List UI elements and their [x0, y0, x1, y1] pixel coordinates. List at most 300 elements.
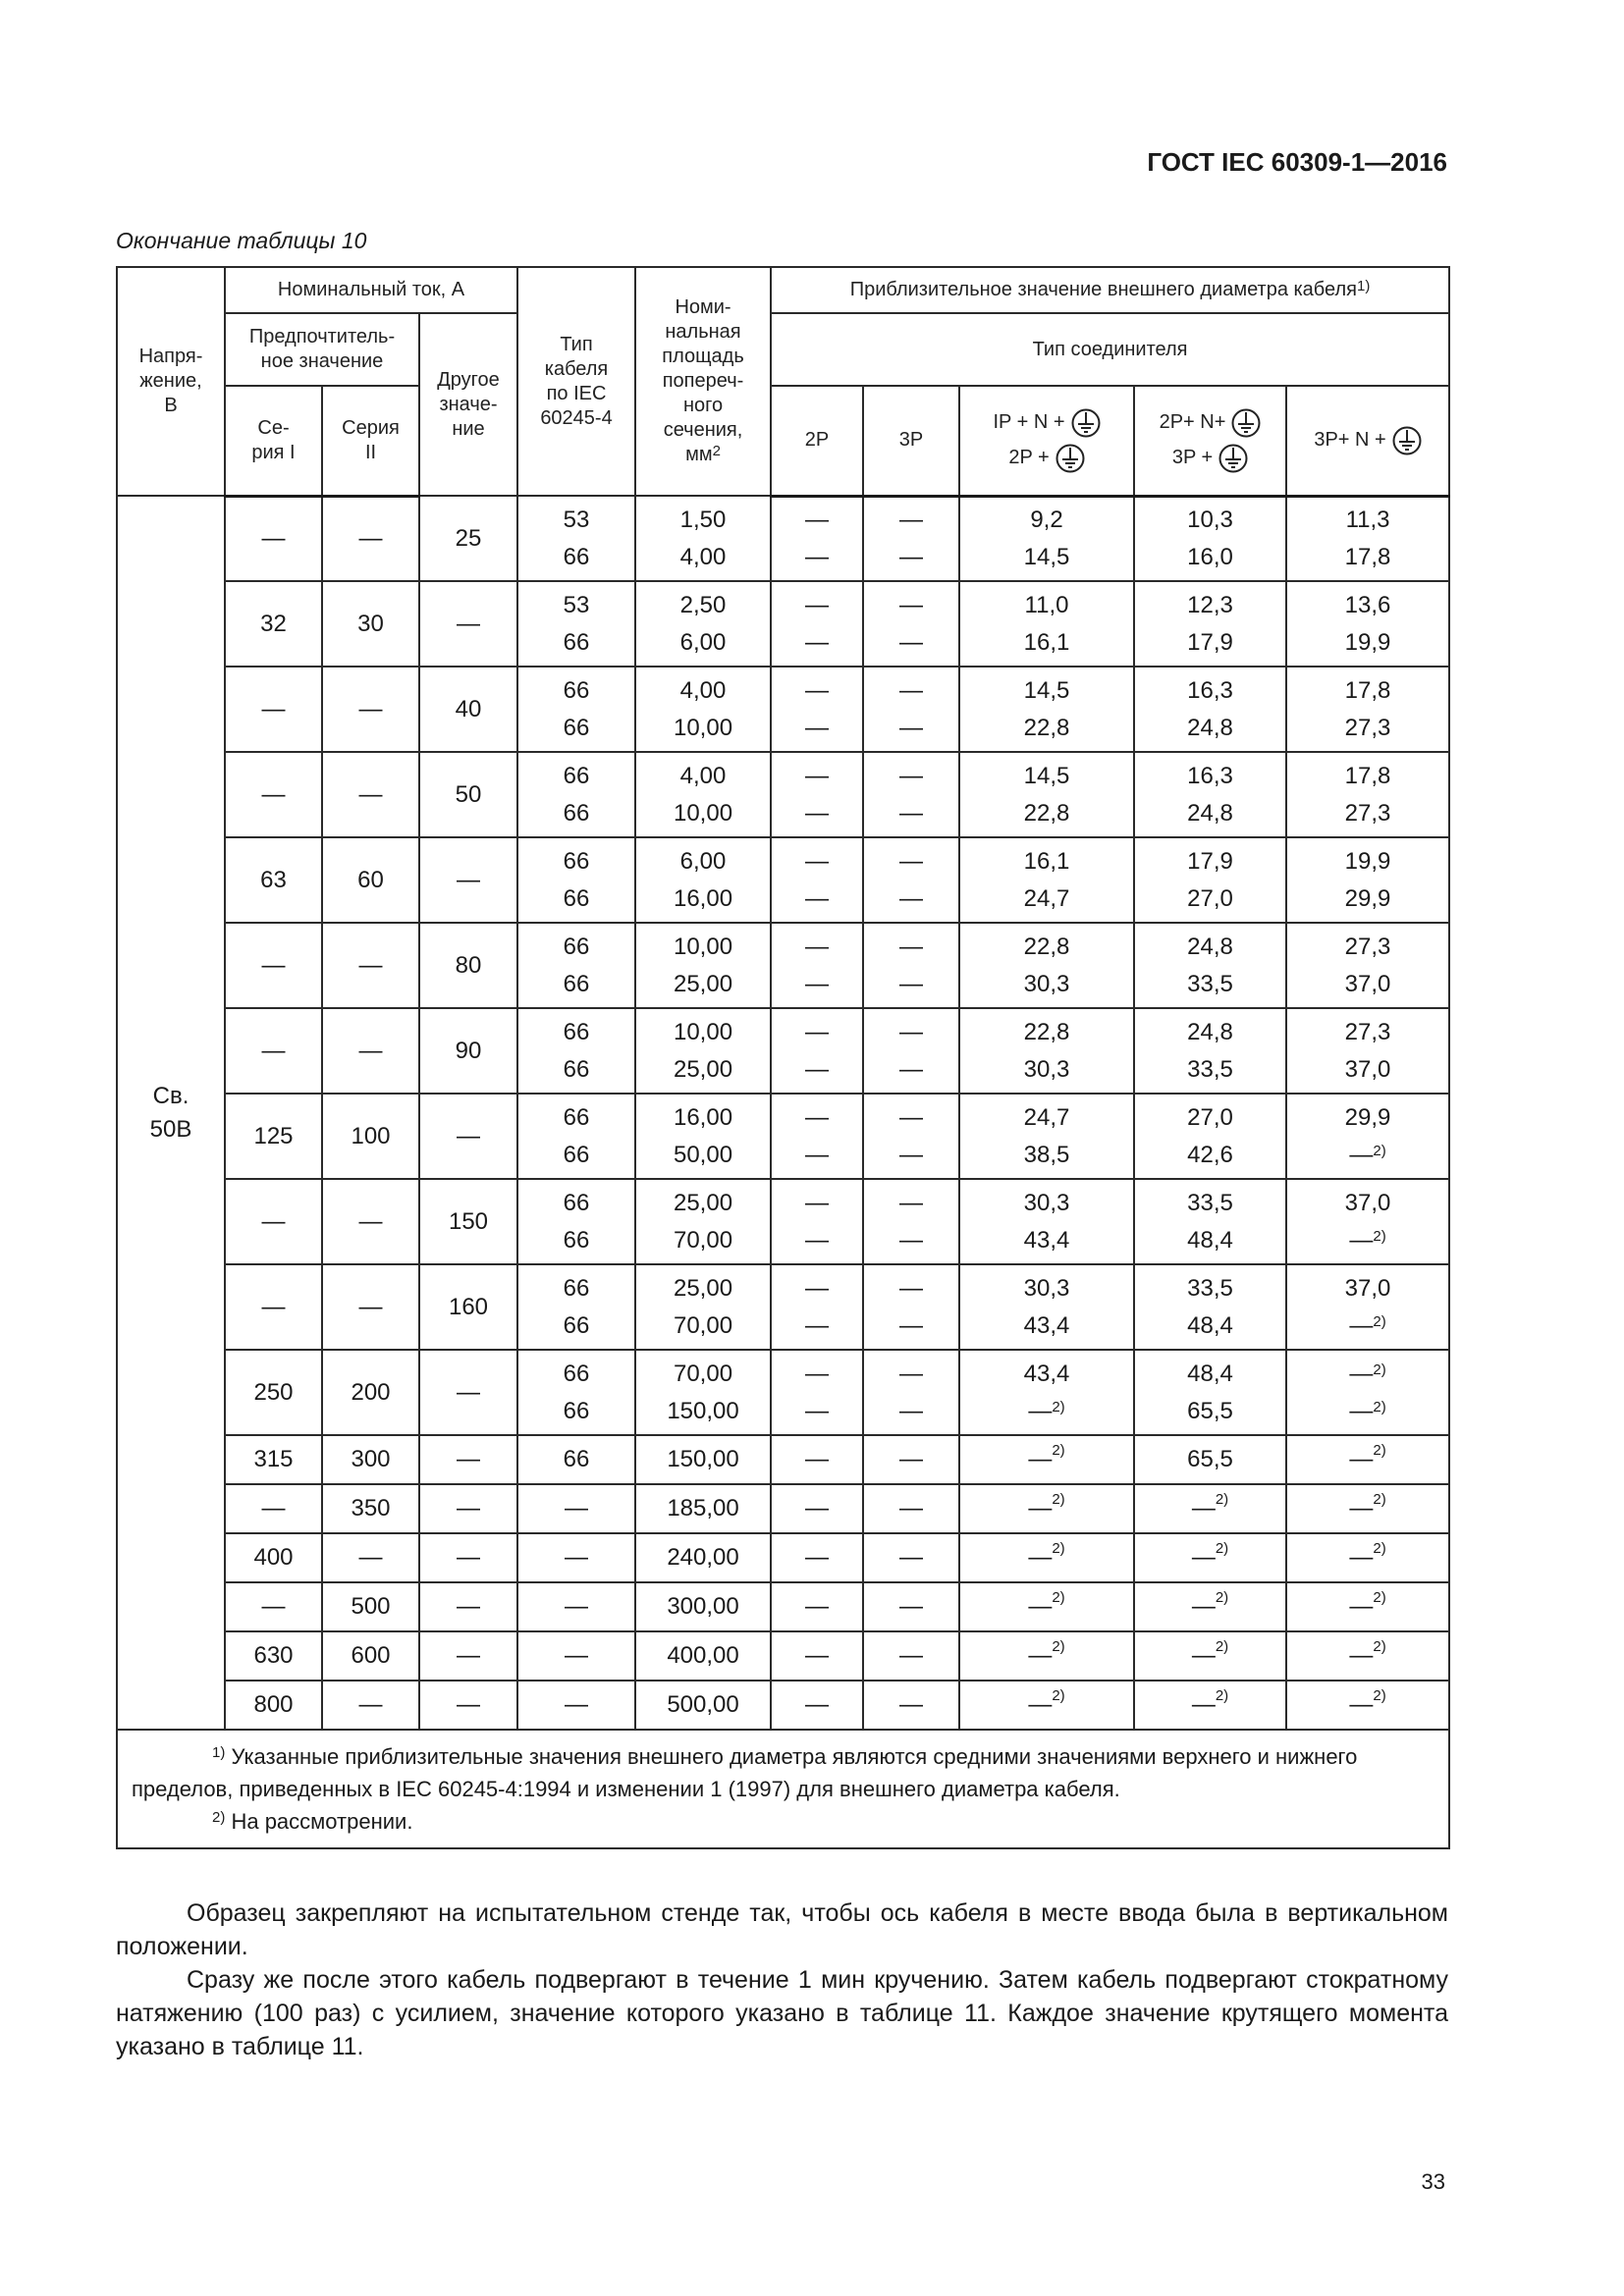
cell-value: 66	[563, 884, 590, 912]
cell-value: —	[899, 1141, 924, 1168]
cell-value: —$^{2)}$	[1349, 1311, 1386, 1339]
series-1-cell: —	[225, 752, 322, 837]
cell-value: 150,00	[667, 1397, 739, 1424]
cell-value: 27,3	[1344, 1018, 1391, 1045]
paragraph-1: Образец закрепляют на испытательном стенде так, чтобы ось кабеля в месте ввода была в вертикальном положении.	[116, 1899, 1448, 1960]
3p-cell	[863, 496, 959, 581]
series-2-cell: —	[322, 1008, 419, 1094]
voltage-cell: Св. 50В	[117, 496, 225, 1730]
diameter-c-cell	[1286, 837, 1449, 923]
cable-type-cell	[517, 1094, 635, 1179]
cell-value: 66	[563, 1397, 590, 1424]
cell-value: 10,00	[673, 1018, 733, 1045]
series-2-cell: —	[322, 752, 419, 837]
cell-value: 4,00	[679, 762, 727, 789]
cell-value: —	[899, 1226, 924, 1254]
cell-value: 27,3	[1344, 799, 1391, 827]
diameter-a-cell	[959, 667, 1134, 752]
diameter-a-cell	[959, 1094, 1134, 1179]
diameter-b-cell: —$^{2)}$	[1134, 1681, 1286, 1730]
series-2-cell: —	[322, 1533, 419, 1582]
3p-cell	[863, 667, 959, 752]
cell-value: —$^{2)}$	[1349, 1141, 1386, 1168]
cell-value: 70,00	[673, 1311, 733, 1339]
cell-value: 66	[563, 1360, 590, 1387]
cell-value: 37,0	[1344, 1055, 1391, 1083]
table-caption: Окончание таблицы 10	[116, 228, 367, 253]
header-series-1: Се- рия I	[225, 386, 322, 496]
cell-value: —	[899, 884, 924, 912]
diameter-c-cell	[1286, 1179, 1449, 1264]
diameter-b-cell	[1134, 1350, 1286, 1435]
2p-cell	[771, 1179, 863, 1264]
cell-value: 50,00	[673, 1141, 733, 1168]
other-cell: —	[419, 581, 517, 667]
3p-cell: —	[863, 1435, 959, 1484]
diameter-a-cell	[959, 496, 1134, 581]
2p-cell	[771, 752, 863, 837]
cell-value: —	[805, 1397, 830, 1424]
diameter-b-cell: —$^{2)}$	[1134, 1631, 1286, 1681]
cell-value: —$^{2)}$	[1349, 1360, 1386, 1387]
diameter-a-cell	[959, 752, 1134, 837]
cell-value: —	[805, 1311, 830, 1339]
cell-value: —	[899, 1018, 924, 1045]
3p-cell	[863, 837, 959, 923]
area-cell	[635, 837, 771, 923]
diameter-a-cell: —$^{2)}$	[959, 1681, 1134, 1730]
series-1-cell: 125	[225, 1094, 322, 1179]
3p-cell	[863, 1350, 959, 1435]
2p-cell: —	[771, 1435, 863, 1484]
data-table	[116, 266, 1450, 1849]
page-number: 33	[1421, 2169, 1445, 2194]
diameter-b-cell	[1134, 496, 1286, 581]
cell-value: 33,5	[1187, 1055, 1233, 1083]
cell-value: 30,3	[1023, 1189, 1070, 1216]
diameter-c-cell	[1286, 581, 1449, 667]
cell-value: —$^{2)}$	[1028, 1397, 1065, 1424]
2p-cell: —	[771, 1582, 863, 1631]
area-cell	[635, 581, 771, 667]
cable-type-cell: —	[517, 1582, 635, 1631]
cell-value: —	[805, 1274, 830, 1302]
area-cell	[635, 923, 771, 1008]
diameter-b-cell: —$^{2)}$	[1134, 1484, 1286, 1533]
cell-value: 48,4	[1187, 1311, 1233, 1339]
cell-value: 22,8	[1023, 799, 1070, 827]
cable-type-cell	[517, 923, 635, 1008]
other-cell: —	[419, 1681, 517, 1730]
cell-value: 25,00	[673, 1274, 733, 1302]
other-cell: —	[419, 1631, 517, 1681]
cell-value: 10,00	[673, 714, 733, 741]
cell-value: 53	[563, 591, 590, 618]
diameter-a-cell	[959, 1264, 1134, 1350]
header-voltage: Напря- жение, В	[117, 267, 225, 496]
cable-type-cell	[517, 1264, 635, 1350]
diameter-b-cell	[1134, 837, 1286, 923]
cell-value: 25,00	[673, 970, 733, 997]
3p-cell	[863, 581, 959, 667]
cell-value: 37,0	[1344, 1189, 1391, 1216]
cell-value: 4,00	[679, 676, 727, 704]
header-3p-n-earth: 3P+ N +	[1286, 386, 1449, 496]
cell-value: 66	[563, 676, 590, 704]
cell-value: 29,9	[1344, 884, 1391, 912]
series-2-cell: 200	[322, 1350, 419, 1435]
other-cell: 40	[419, 667, 517, 752]
other-cell: 150	[419, 1179, 517, 1264]
series-2-cell: 500	[322, 1582, 419, 1631]
diameter-c-cell	[1286, 923, 1449, 1008]
earth-ground-icon	[1056, 444, 1085, 473]
cell-value: 33,5	[1187, 1274, 1233, 1302]
cell-value: 22,8	[1023, 933, 1070, 960]
diameter-b-cell: —$^{2)}$	[1134, 1582, 1286, 1631]
series-1-cell: —	[225, 1179, 322, 1264]
other-cell: 50	[419, 752, 517, 837]
cell-value: 48,4	[1187, 1360, 1233, 1387]
table-row	[117, 837, 1449, 923]
diameter-a-cell: —$^{2)}$	[959, 1533, 1134, 1582]
cell-value: —	[899, 676, 924, 704]
cell-value: 37,0	[1344, 1274, 1391, 1302]
cell-value: —	[899, 847, 924, 875]
cell-value: 10,00	[673, 799, 733, 827]
cell-value: 19,9	[1344, 628, 1391, 656]
cell-value: 66	[563, 933, 590, 960]
table-row	[117, 1435, 1449, 1484]
header-nominal-current: Номинальный ток, А	[225, 267, 517, 313]
diameter-a-cell	[959, 837, 1134, 923]
2p-cell	[771, 496, 863, 581]
cell-value: 66	[563, 714, 590, 741]
2p-cell	[771, 1008, 863, 1094]
cable-type-cell	[517, 1008, 635, 1094]
diameter-c-cell	[1286, 1094, 1449, 1179]
cell-value: 17,8	[1344, 543, 1391, 570]
cell-value: 33,5	[1187, 970, 1233, 997]
cell-value: —	[805, 799, 830, 827]
3p-cell	[863, 1008, 959, 1094]
diameter-b-cell	[1134, 923, 1286, 1008]
paragraph-2: Сразу же после этого кабель подвергают в течение 1 мин кручению. Затем кабель подвергают стократному натяжению (100 раз) с усилием, значение которого указано в таблице 11. Каждое значение крутящего момента указано в таблице 11.	[116, 1966, 1448, 2060]
cell-value: 11,0	[1024, 591, 1069, 618]
cell-value: —	[805, 1103, 830, 1131]
header-connector-type: Тип соединителя	[771, 313, 1449, 386]
diameter-b-cell	[1134, 581, 1286, 667]
cell-value: 12,3	[1187, 591, 1233, 618]
area-cell	[635, 1008, 771, 1094]
table-row	[117, 1179, 1449, 1264]
cell-value: 48,4	[1187, 1226, 1233, 1254]
cell-value: 10,00	[673, 933, 733, 960]
2p-cell: —	[771, 1533, 863, 1582]
cell-value: —	[899, 1397, 924, 1424]
2p-cell	[771, 1264, 863, 1350]
cell-value: 27,3	[1344, 714, 1391, 741]
series-1-cell: —	[225, 496, 322, 581]
diameter-c-cell: —$^{2)}$	[1286, 1582, 1449, 1631]
table-row	[117, 496, 1449, 581]
cable-type-cell: —	[517, 1484, 635, 1533]
area-cell	[635, 496, 771, 581]
cell-value: 53	[563, 506, 590, 533]
cable-type-cell	[517, 496, 635, 581]
cell-value: 42,6	[1187, 1141, 1233, 1168]
cable-type-cell	[517, 1179, 635, 1264]
cell-value: 16,1	[1023, 628, 1070, 656]
document-code: ГОСТ IEC 60309-1—2016	[1147, 147, 1447, 177]
area-cell	[635, 752, 771, 837]
area-cell: 240,00	[635, 1533, 771, 1582]
diameter-b-cell	[1134, 1264, 1286, 1350]
area-cell: 300,00	[635, 1582, 771, 1631]
cell-value: 33,5	[1187, 1189, 1233, 1216]
cell-value: —	[899, 714, 924, 741]
series-1-cell: 800	[225, 1681, 322, 1730]
header-preferred: Предпочтитель- ное значение	[225, 313, 419, 386]
cell-value: 29,9	[1344, 1103, 1391, 1131]
diameter-b-cell	[1134, 667, 1286, 752]
diameter-a-cell: —$^{2)}$	[959, 1435, 1134, 1484]
header-other: Другое значе- ние	[419, 313, 517, 496]
cell-value: —	[899, 1274, 924, 1302]
cell-value: 1,50	[679, 506, 727, 533]
cell-value: —	[805, 933, 830, 960]
earth-ground-icon	[1231, 408, 1261, 438]
diameter-c-cell	[1286, 667, 1449, 752]
cell-value: 30,3	[1023, 1055, 1070, 1083]
series-1-cell: 400	[225, 1533, 322, 1582]
table-body	[117, 496, 1449, 1730]
diameter-c-cell: —$^{2)}$	[1286, 1435, 1449, 1484]
series-2-cell: —	[322, 496, 419, 581]
cell-value: 65,5	[1187, 1397, 1233, 1424]
series-1-cell: 630	[225, 1631, 322, 1681]
series-1-cell: —	[225, 1008, 322, 1094]
cell-value: —	[805, 714, 830, 741]
table-row	[117, 1008, 1449, 1094]
diameter-b-cell: 65,5	[1134, 1435, 1286, 1484]
cell-value: 38,5	[1023, 1141, 1070, 1168]
series-2-cell: 600	[322, 1631, 419, 1681]
diameter-c-cell	[1286, 1264, 1449, 1350]
table-row	[117, 1533, 1449, 1582]
cell-value: 22,8	[1023, 1018, 1070, 1045]
cell-value: 2,50	[679, 591, 727, 618]
series-1-cell: —	[225, 923, 322, 1008]
cell-value: 24,8	[1187, 714, 1233, 741]
cable-type-cell: —	[517, 1533, 635, 1582]
cell-value: —	[805, 1189, 830, 1216]
cell-value: 66	[563, 1103, 590, 1131]
header-approx-diameter: Приблизительное значение внешнего диаметра кабеля$^{1)}$	[771, 267, 1449, 313]
2p-cell	[771, 837, 863, 923]
cell-value: —	[899, 933, 924, 960]
cell-value: —	[899, 628, 924, 656]
series-1-cell: 250	[225, 1350, 322, 1435]
cell-value: —	[805, 1141, 830, 1168]
series-2-cell: 350	[322, 1484, 419, 1533]
cell-value: 24,7	[1023, 884, 1070, 912]
cell-value: 17,8	[1344, 762, 1391, 789]
cell-value: 6,00	[679, 847, 727, 875]
cell-value: 19,9	[1344, 847, 1391, 875]
header-cable-type: Тип кабеля по IEC 60245-4	[517, 267, 635, 496]
other-cell: —	[419, 1533, 517, 1582]
earth-ground-icon	[1218, 444, 1248, 473]
cable-type-cell	[517, 1350, 635, 1435]
series-2-cell: —	[322, 923, 419, 1008]
diameter-a-cell: —$^{2)}$	[959, 1582, 1134, 1631]
cell-value: 27,0	[1187, 1103, 1233, 1131]
3p-cell	[863, 1264, 959, 1350]
cell-value: —	[899, 1311, 924, 1339]
other-cell: —	[419, 837, 517, 923]
cell-value: 24,8	[1187, 1018, 1233, 1045]
cable-type-cell	[517, 837, 635, 923]
cell-value: 25,00	[673, 1189, 733, 1216]
table-row	[117, 1484, 1449, 1533]
cable-type-cell	[517, 581, 635, 667]
cell-value: —	[805, 970, 830, 997]
diameter-a-cell	[959, 1179, 1134, 1264]
series-1-cell: —	[225, 667, 322, 752]
table-row	[117, 1094, 1449, 1179]
3p-cell	[863, 752, 959, 837]
2p-cell: —	[771, 1631, 863, 1681]
cell-value: 14,5	[1023, 676, 1070, 704]
cable-type-cell	[517, 752, 635, 837]
other-cell: 90	[419, 1008, 517, 1094]
cell-value: —	[899, 762, 924, 789]
cell-value: 43,4	[1023, 1360, 1070, 1387]
diameter-b-cell	[1134, 1094, 1286, 1179]
cell-value: —	[805, 1226, 830, 1254]
cell-value: 17,9	[1187, 847, 1233, 875]
diameter-c-cell	[1286, 1350, 1449, 1435]
diameter-b-cell	[1134, 1008, 1286, 1094]
cell-value: —	[899, 1103, 924, 1131]
cell-value: 14,5	[1023, 762, 1070, 789]
header-2p-n-earth: 2P+ N+ 3P +	[1134, 386, 1286, 496]
table-row	[117, 1350, 1449, 1435]
3p-cell: —	[863, 1631, 959, 1681]
earth-ground-icon	[1071, 408, 1101, 438]
series-1-cell: 32	[225, 581, 322, 667]
cell-value: 25,00	[673, 1055, 733, 1083]
series-2-cell: —	[322, 1681, 419, 1730]
series-2-cell: 60	[322, 837, 419, 923]
cell-value: 16,0	[1187, 543, 1233, 570]
series-2-cell: 300	[322, 1435, 419, 1484]
other-cell: —	[419, 1582, 517, 1631]
header-ip-n-earth: IP + N + 2P +	[959, 386, 1134, 496]
cell-value: 6,00	[679, 628, 727, 656]
cell-value: 11,3	[1345, 506, 1390, 533]
cell-value: 66	[563, 628, 590, 656]
series-2-cell: —	[322, 1264, 419, 1350]
table-row	[117, 1681, 1449, 1730]
area-cell: 150,00	[635, 1435, 771, 1484]
series-1-cell: —	[225, 1264, 322, 1350]
cell-value: 17,8	[1344, 676, 1391, 704]
diameter-c-cell: —$^{2)}$	[1286, 1533, 1449, 1582]
diameter-c-cell	[1286, 1008, 1449, 1094]
cell-value: —	[805, 1018, 830, 1045]
2p-cell: —	[771, 1681, 863, 1730]
2p-cell	[771, 667, 863, 752]
other-cell: 80	[419, 923, 517, 1008]
3p-cell: —	[863, 1484, 959, 1533]
diameter-c-cell	[1286, 752, 1449, 837]
cell-value: —$^{2)}$	[1349, 1226, 1386, 1254]
cell-value: 30,3	[1023, 1274, 1070, 1302]
cable-type-cell: 66	[517, 1435, 635, 1484]
table-row	[117, 581, 1449, 667]
cell-value: —	[899, 1189, 924, 1216]
area-cell: 185,00	[635, 1484, 771, 1533]
area-cell	[635, 1094, 771, 1179]
cell-value: —	[899, 591, 924, 618]
series-1-cell: 315	[225, 1435, 322, 1484]
series-2-cell: 100	[322, 1094, 419, 1179]
diameter-a-cell	[959, 581, 1134, 667]
cell-value: 43,4	[1023, 1226, 1070, 1254]
cell-value: 24,8	[1187, 799, 1233, 827]
cell-value: 24,8	[1187, 933, 1233, 960]
cell-value: 22,8	[1023, 714, 1070, 741]
header-area: Номи- нальная площадь попереч- ного сечения, $мм^2$	[635, 267, 771, 496]
2p-cell	[771, 1094, 863, 1179]
cell-value: —	[805, 591, 830, 618]
header-series-2: Серия II	[322, 386, 419, 496]
cable-type-cell: —	[517, 1681, 635, 1730]
earth-ground-icon	[1392, 426, 1422, 455]
cable-type-cell	[517, 667, 635, 752]
cell-value: 9,2	[1030, 506, 1063, 533]
other-cell: 25	[419, 496, 517, 581]
body-text	[116, 1896, 1448, 2063]
cell-value: 43,4	[1023, 1311, 1070, 1339]
cell-value: —	[805, 762, 830, 789]
table-row	[117, 1264, 1449, 1350]
cable-type-cell: —	[517, 1631, 635, 1681]
diameter-a-cell	[959, 1350, 1134, 1435]
cell-value: —	[899, 970, 924, 997]
area-cell	[635, 667, 771, 752]
cell-value: 16,00	[673, 1103, 733, 1131]
cell-value: 70,00	[673, 1360, 733, 1387]
3p-cell	[863, 1094, 959, 1179]
diameter-a-cell	[959, 923, 1134, 1008]
diameter-a-cell: —$^{2)}$	[959, 1484, 1134, 1533]
table-row	[117, 752, 1449, 837]
other-cell: —	[419, 1484, 517, 1533]
table-row	[117, 667, 1449, 752]
area-cell	[635, 1264, 771, 1350]
cell-value: —	[805, 847, 830, 875]
cell-value: —	[805, 543, 830, 570]
diameter-a-cell	[959, 1008, 1134, 1094]
other-cell: —	[419, 1350, 517, 1435]
3p-cell	[863, 1179, 959, 1264]
cell-value: —	[805, 1360, 830, 1387]
2p-cell	[771, 581, 863, 667]
cell-value: 16,3	[1187, 676, 1233, 704]
